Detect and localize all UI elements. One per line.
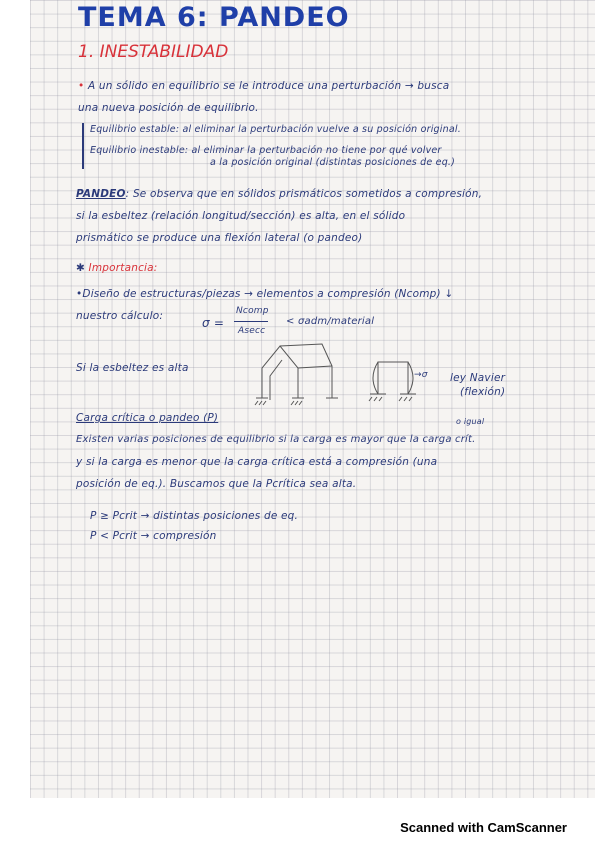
case-line-1: P ≥ Pcrit → distintas posiciones de eq. bbox=[90, 510, 299, 522]
pandeo-line-1: PANDEO: Se observa que en sólidos prismáticos sometidos a compresión, bbox=[76, 188, 483, 200]
fraction-bar bbox=[234, 321, 268, 322]
ley-navier-label: ley Navier bbox=[450, 372, 506, 384]
scanner-watermark: Scanned with CamScanner bbox=[400, 820, 567, 835]
notebook-page bbox=[30, 0, 595, 798]
flexion-label: (flexión) bbox=[460, 386, 506, 398]
stable-line: Equilibrio estable: al eliminar la perturbación vuelve a su posición original. bbox=[90, 124, 461, 135]
carga-line-3: posición de eq.). Buscamos que la Pcrítica sea alta. bbox=[76, 478, 357, 490]
importancia-heading: ✱ Importancia: bbox=[76, 262, 158, 274]
section-title: 1. INESTABILIDAD bbox=[78, 42, 229, 62]
arrow-mark: →σ bbox=[414, 370, 428, 380]
esbeltez-line: Si la esbeltez es alta bbox=[76, 362, 189, 374]
unstable-line-1: Equilibrio inestable: al eliminar la perturbación no tiene por qué volver bbox=[90, 145, 442, 156]
o-igual-note: o igual bbox=[456, 417, 485, 426]
frame-sketch bbox=[252, 338, 342, 410]
carga-line-2: y si la carga es menor que la carga crítica está a compresión (una bbox=[76, 456, 438, 468]
pandeo-label: PANDEO bbox=[76, 188, 126, 200]
formula-limit: < σadm/material bbox=[286, 316, 375, 327]
page-title: TEMA 6: PANDEO bbox=[78, 2, 350, 33]
intro-line-1: • A un sólido en equilibrio se le introduce una perturbación → busca bbox=[78, 80, 450, 92]
carga-line-1: Existen varias posiciones de equilibrio si la carga es mayor que la carga crít. bbox=[76, 434, 476, 445]
pandeo-line-2: si la esbeltez (relación longitud/sección) es alta, en el sólido bbox=[76, 210, 406, 222]
case-line-2: P < Pcrit → compresión bbox=[90, 530, 217, 542]
diseno-line-1: •Diseño de estructuras/piezas → elementos a compresión (Ncomp) ↓ bbox=[76, 288, 454, 300]
formula-numerator: Ncomp bbox=[236, 306, 269, 316]
diseno-line-2: nuestro cálculo: bbox=[76, 310, 164, 322]
formula-sigma: σ = bbox=[202, 316, 225, 330]
pandeo-line-3: prismático se produce una flexión lateral (o pandeo) bbox=[76, 232, 363, 244]
carga-critica-heading: Carga crítica o pandeo (P) bbox=[76, 412, 219, 424]
unstable-line-2: a la posición original (distintas posiciones de eq.) bbox=[210, 157, 456, 168]
brace-mark bbox=[82, 123, 84, 169]
formula-denominator: Asecc bbox=[238, 326, 266, 336]
intro-line-2: una nueva posición de equilibrio. bbox=[78, 102, 259, 114]
